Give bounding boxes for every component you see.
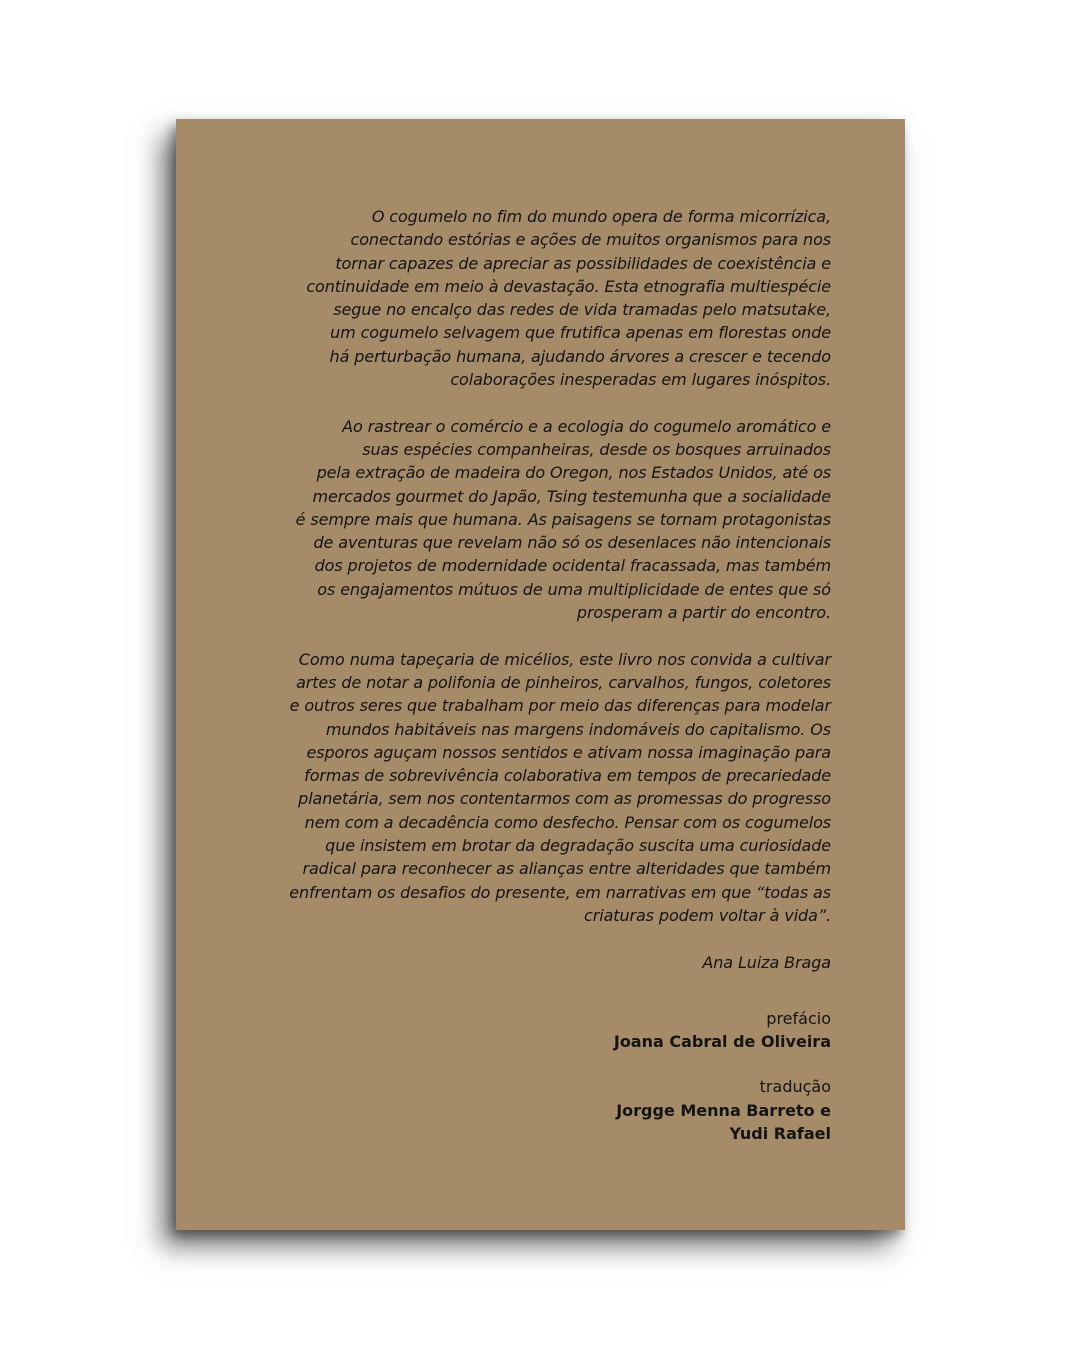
blurb-line: Como numa tapeçaria de micélios, este livro nos convida a cultivar [298, 649, 831, 669]
blurb-line: radical para reconhecer as alianças entre alteridades que também [302, 859, 831, 879]
blurb-line: que insistem em brotar da degradação suscita uma curiosidade [325, 836, 831, 856]
blurb-line: dos projetos de modernidade ocidental fracassada, mas também [314, 556, 831, 576]
blurb-line: é sempre mais que humana. As paisagens se tornam protagonistas [295, 509, 831, 529]
blurb-line: formas de sobrevivência colaborativa em tempos de precariedade [304, 766, 831, 786]
credits [271, 1007, 831, 1145]
blurb-line: um cogumelo selvagem que frutifica apenas em florestas onde [330, 323, 831, 343]
translator-name: Yudi Rafael [729, 1123, 831, 1143]
blurb-line: criaturas podem voltar à vida”. [584, 905, 831, 925]
paragraph-gap [271, 391, 831, 414]
blurb-line: tornar capazes de apreciar as possibilidades de coexistência e [335, 253, 831, 273]
blurb-line: colaborações inesperadas em lugares inóspitos. [450, 370, 831, 390]
blurb-line: continuidade em meio à devastação. Esta etnografia multiespécie [306, 276, 831, 296]
blurb-line: esporos aguçam nossos sentidos e ativam nossa imaginação para [306, 742, 831, 762]
blurb-line: de aventuras que revelam não só os desenlaces não intencionais [313, 533, 831, 553]
blurb-line: os engajamentos mútuos de uma multiplicidade de entes que só [317, 579, 831, 599]
preface-role-label: prefácio [766, 1008, 831, 1028]
blurb-line: prosperam a partir do encontro. [576, 603, 831, 623]
blurb-author: Ana Luiza Braga [702, 952, 831, 972]
translator-name: Jorgge Menna Barreto e [616, 1100, 831, 1120]
blurb-line: suas espécies companheiras, desde os bosques arruinados [362, 439, 831, 459]
blurb-text-block [271, 205, 831, 1145]
blurb-line: segue no encalço das redes de vida tramadas pelo matsutake, [333, 300, 831, 320]
preface-author-name: Joana Cabral de Oliveira [613, 1032, 831, 1052]
credit-gap [271, 1053, 831, 1075]
blurb-line: conectando estórias e ações de muitos organismos para nos [350, 230, 831, 250]
blurb-line: pela extração de madeira do Oregon, nos Estados Unidos, até os [316, 463, 831, 483]
blurb-line: e outros seres que trabalham por meio das diferenças para modelar [289, 696, 831, 716]
blurb-line: enfrentam os desafios do presente, em narrativas em que “todas as [289, 882, 831, 902]
blurb-line: mercados gourmet do Japão, Tsing testemunha que a socialidade [312, 486, 831, 506]
blurb-paragraph-2 [271, 415, 831, 625]
blurb-line: há perturbação humana, ajudando árvores a crescer e tecendo [329, 346, 831, 366]
translation-role-label: tradução [759, 1077, 831, 1097]
blurb-line: planetária, sem nos contentarmos com as promessas do progresso [298, 789, 831, 809]
blurb-line: nem com a decadência como desfecho. Pensar com os cogumelos [304, 812, 831, 832]
blurb-line: Ao rastrear o comércio e a ecologia do cogumelo aromático e [342, 416, 831, 436]
paragraph-gap [271, 624, 831, 647]
blurb-paragraph-1 [271, 205, 831, 391]
book-back-cover [176, 119, 905, 1230]
blurb-line: mundos habitáveis nas margens indomáveis do capitalismo. Os [325, 719, 831, 739]
blurb-line: O cogumelo no fim do mundo opera de forma micorrízica, [371, 207, 831, 226]
blurb-line: artes de notar a polifonia de pinheiros, carvalhos, fungos, coletores [296, 672, 831, 692]
blurb-paragraph-3 [271, 648, 831, 928]
